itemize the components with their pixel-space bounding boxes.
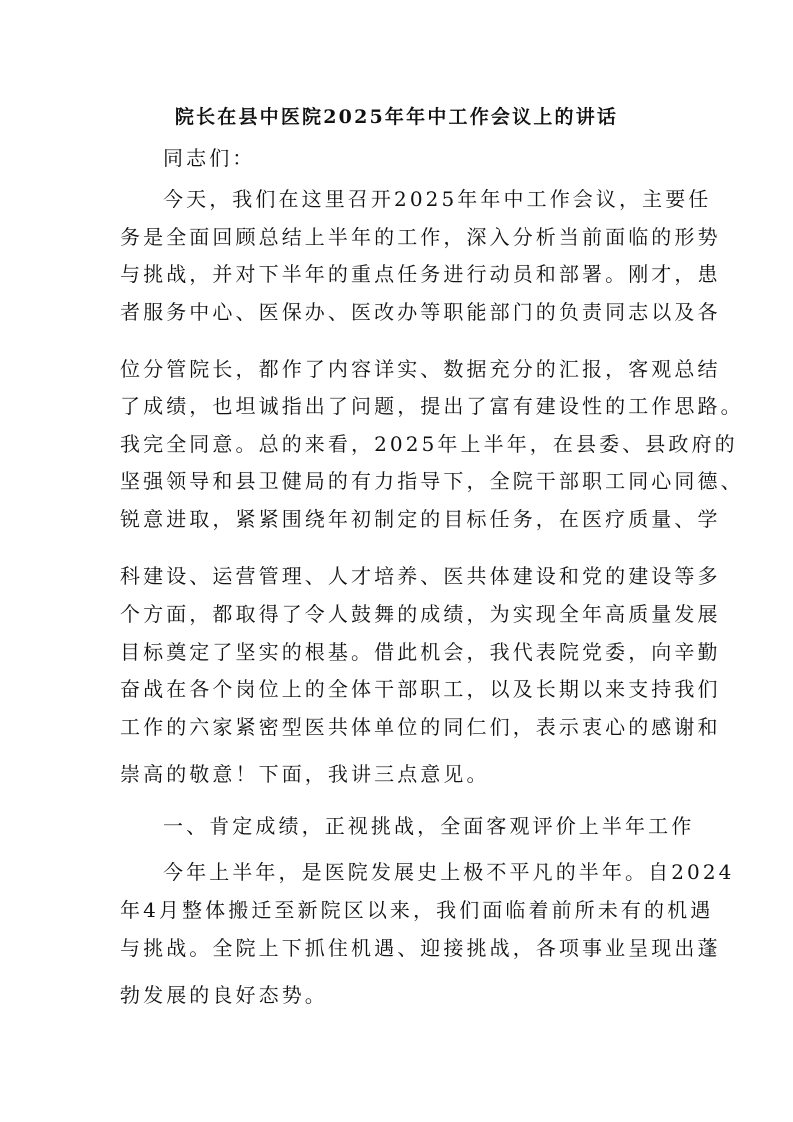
text-line: 了成绩，也坦诚指出了问题，提出了富有建设性的工作思路。 [120, 394, 744, 418]
text-line: 我完全同意。总的来看，2025年上半年，在县委、县政府的 [120, 432, 738, 456]
text-line: 目标奠定了坚实的根基。借此机会，我代表院党委，向辛勤 [120, 640, 721, 664]
text-line: 奋战在各个岗位上的全体干部职工，以及长期以来支持我们 [120, 677, 721, 701]
document-title: 院长在县中医院2025年年中工作会议上的讲话 [174, 106, 619, 128]
text-line: 工作的六家紧密型医共体单位的同仁们，表示衷心的感谢和 [120, 715, 721, 739]
text-line: 勃发展的良好态势。 [120, 983, 328, 1007]
text-line: 与挑战，并对下半年的重点任务进行动员和部署。刚才，患 [120, 262, 721, 286]
text-line: 个方面，都取得了令人鼓舞的成绩，为实现全年高质量发展 [120, 602, 721, 626]
text-line: 锐意进取，紧紧围绕年初制定的目标任务，在医疗质量、学 [120, 507, 721, 531]
text-line: 坚强领导和县卫健局的有力指导下，全院干部职工同心同德、 [120, 469, 744, 493]
text-line: 崇高的敬意！下面，我讲三点意见。 [120, 762, 490, 786]
section-heading: 一、肯定成绩，正视挑战，全面客观评价上半年工作 [163, 814, 695, 838]
text-line: 与挑战。全院上下抓住机遇、迎接挑战，各项事业呈现出蓬 [120, 936, 721, 960]
text-line: 者服务中心、医保办、医改办等职能部门的负责同志以及各 [120, 300, 721, 324]
text-line: 务是全面回顾总结上半年的工作，深入分析当前面临的形势 [120, 225, 721, 249]
text-line: 位分管院长，都作了内容详实、数据充分的汇报，客观总结 [120, 357, 721, 381]
salutation: 同志们： [163, 146, 256, 170]
text-line: 今年上半年，是医院发展史上极不平凡的半年。自2024 [163, 860, 735, 884]
text-line: 年4月整体搬迁至新院区以来，我们面临着前所未有的机遇 [120, 898, 714, 922]
text-line: 今天，我们在这里召开2025年年中工作会议，主要任 [163, 187, 712, 211]
text-line: 科建设、运营管理、人才培养、医共体建设和党的建设等多 [120, 564, 721, 588]
